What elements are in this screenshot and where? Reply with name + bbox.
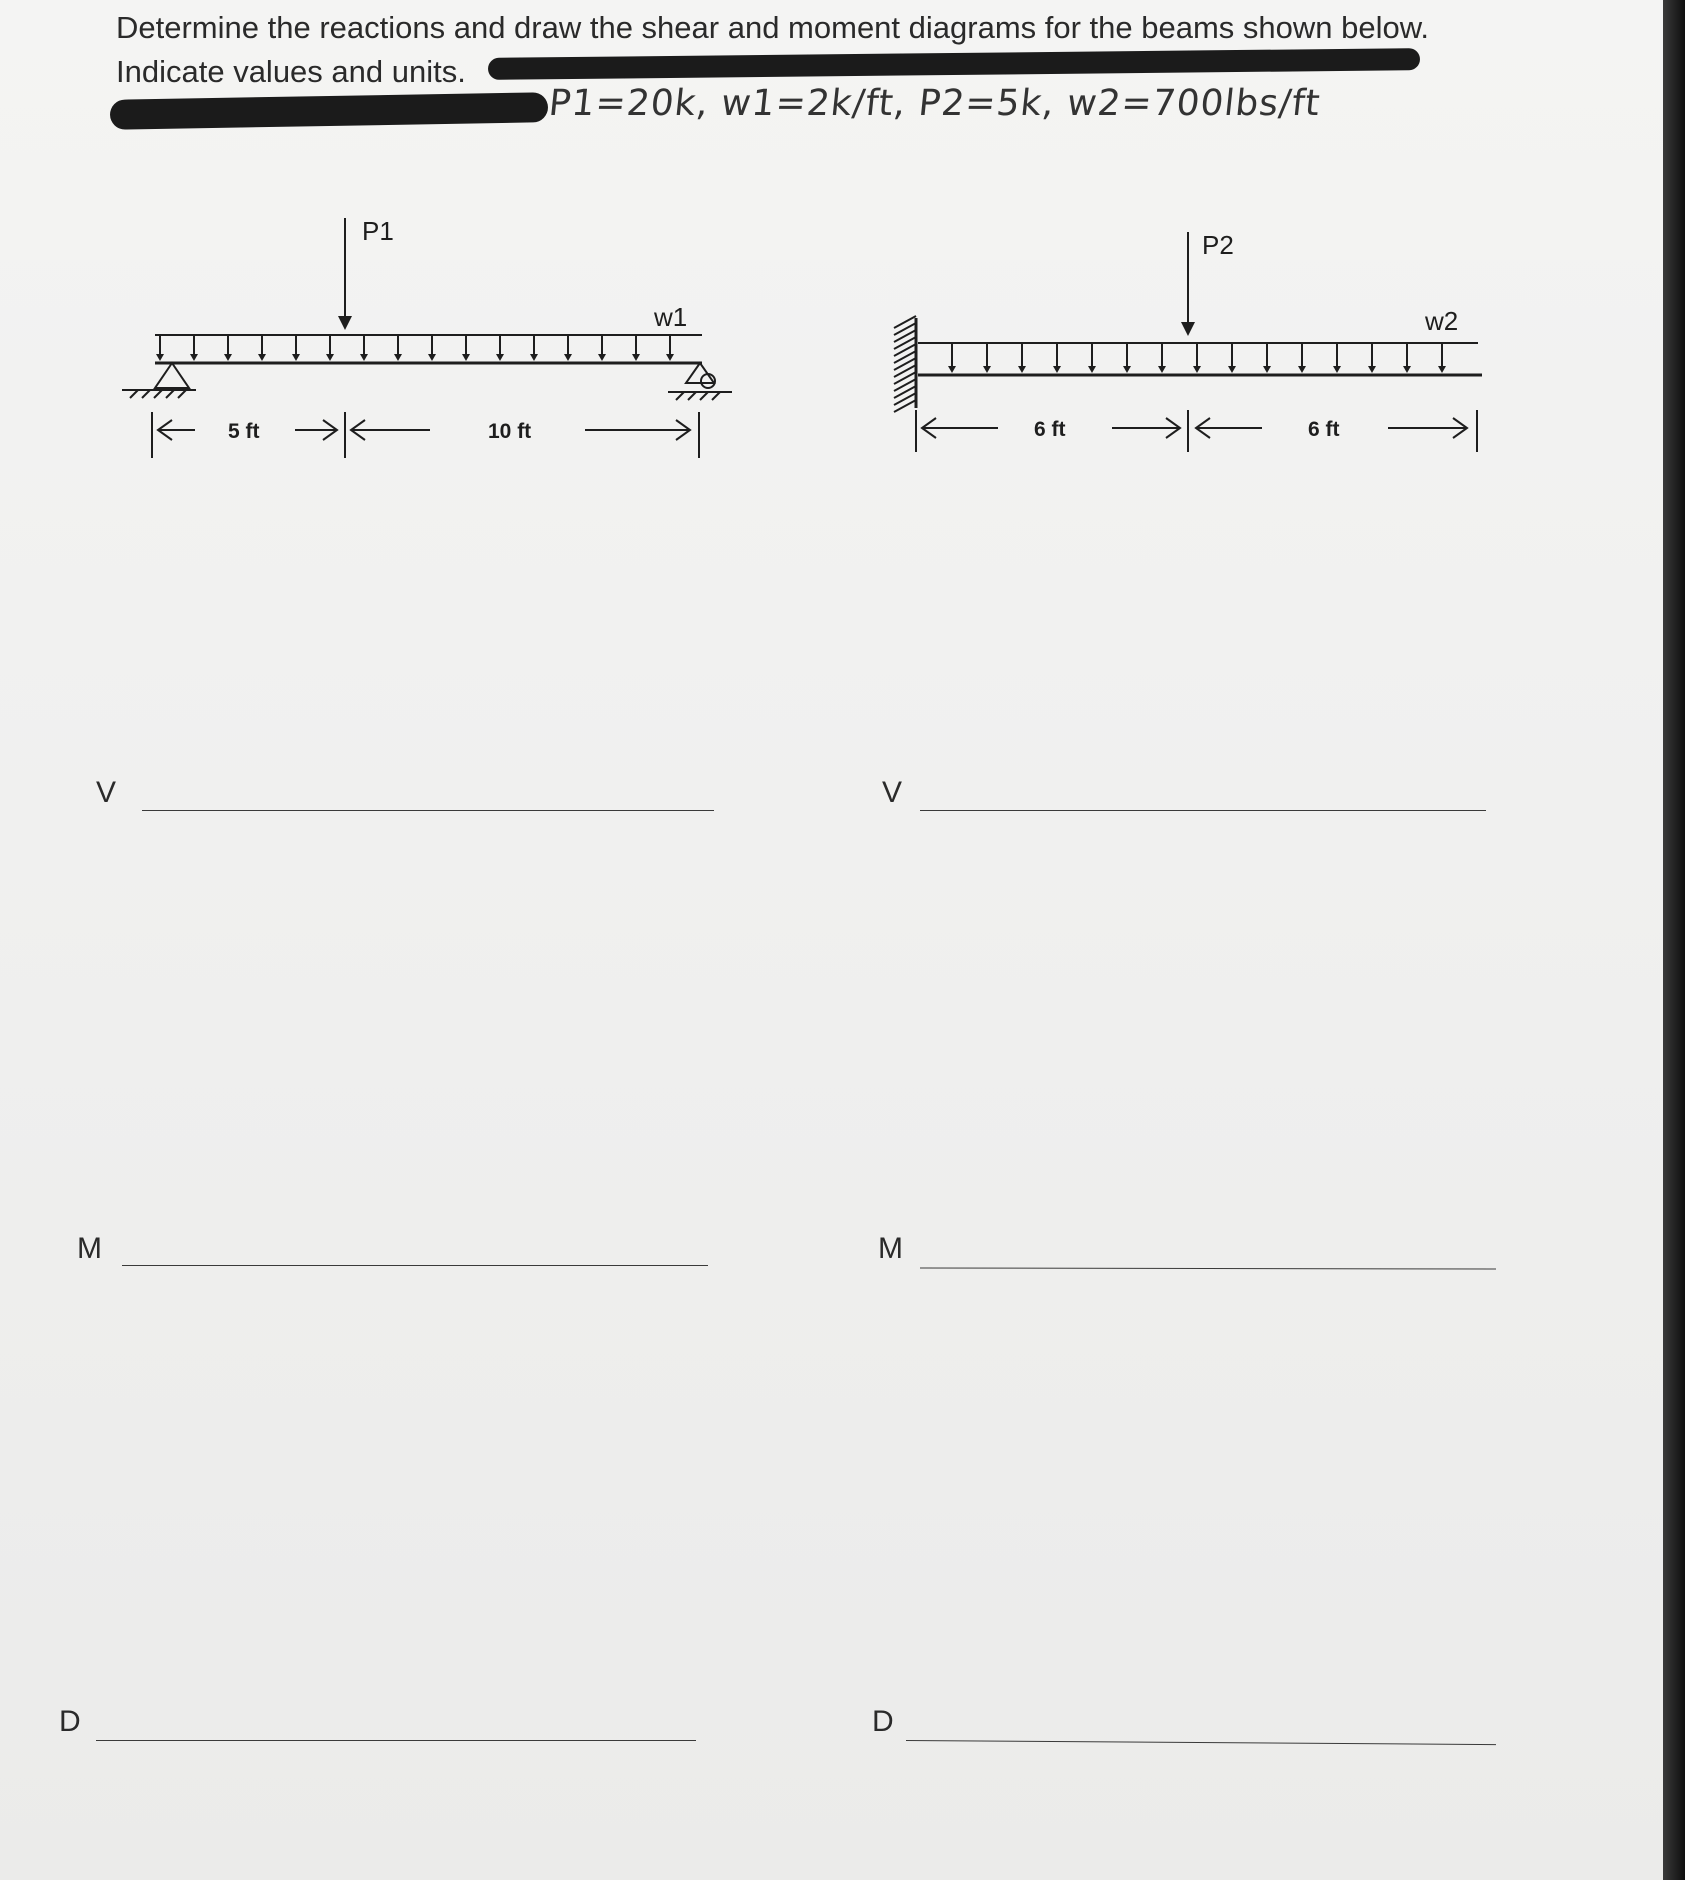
deflection-label-right: D xyxy=(872,1705,894,1738)
w1-arrow-head xyxy=(326,354,334,361)
w2-arrow-head xyxy=(1158,366,1166,373)
wall-hatch-line xyxy=(894,358,916,370)
w1-arrow-head xyxy=(156,354,164,361)
w1-arrow-head xyxy=(530,354,538,361)
wall-hatch-line xyxy=(894,316,916,328)
w2-arrow-head xyxy=(1018,366,1026,373)
w1-arrow-head xyxy=(598,354,606,361)
p2-arrowhead xyxy=(1181,322,1195,336)
w1-label: w1 xyxy=(654,302,688,332)
w2-arrow-head xyxy=(1368,366,1376,373)
w1-arrow-head xyxy=(292,354,300,361)
wall-hatch-line xyxy=(894,323,916,335)
span-6ft-left-label: 6 ft xyxy=(1034,418,1066,441)
w2-arrow-head xyxy=(1263,366,1271,373)
shear-label-right: V xyxy=(882,776,903,809)
w1-arrow-head xyxy=(496,354,504,361)
wall-hatch-line xyxy=(894,372,916,384)
w2-arrow-head xyxy=(1228,366,1236,373)
wall-hatch-line xyxy=(894,400,916,412)
moment-label-right: M xyxy=(878,1232,903,1265)
w1-arrow-head xyxy=(564,354,572,361)
instruction-line-1: Determine the reactions and draw the shear and moment diagrams for the beams shown below. xyxy=(116,10,1430,45)
p1-label: P1 xyxy=(362,216,394,246)
deflection-label-left: D xyxy=(59,1705,81,1738)
w1-arrow-head xyxy=(428,354,436,361)
w2-arrow-head xyxy=(1333,366,1341,373)
wall-hatch-line xyxy=(894,379,916,391)
wall-hatch-line xyxy=(894,386,916,398)
w2-arrow-head xyxy=(1403,366,1411,373)
moment-axis-right xyxy=(920,1267,1496,1269)
shear-axis-right xyxy=(920,810,1486,811)
w2-arrow-head xyxy=(948,366,956,373)
wall-hatch-line xyxy=(894,365,916,377)
wall-hatch-line xyxy=(894,393,916,405)
span-5ft-label: 5 ft xyxy=(228,420,260,443)
span-10ft-label: 10 ft xyxy=(488,420,532,443)
w1-arrow-head xyxy=(632,354,640,361)
p1-arrowhead xyxy=(338,316,352,330)
w2-arrow-head xyxy=(1123,366,1131,373)
deflection-axis-right xyxy=(906,1740,1496,1745)
wall-hatch-line xyxy=(894,337,916,349)
moment-label-left: M xyxy=(77,1232,102,1265)
beam-2-diagram xyxy=(880,215,1500,465)
fixed-wall-hatching xyxy=(894,316,916,412)
w1-arrow-head xyxy=(190,354,198,361)
redaction-scribble-bottom xyxy=(110,92,548,130)
w2-arrow-head xyxy=(1438,366,1446,373)
w2-arrow-head xyxy=(1053,366,1061,373)
wall-hatch-line xyxy=(894,330,916,342)
instruction-line-2: Indicate values and units. xyxy=(116,54,466,89)
deflection-axis-left xyxy=(96,1740,696,1741)
w2-load-arrows xyxy=(948,343,1446,373)
w2-arrow-head xyxy=(1088,366,1096,373)
span-6ft-right-label: 6 ft xyxy=(1308,418,1340,441)
wall-hatch-line xyxy=(894,344,916,356)
w2-label: w2 xyxy=(1425,306,1459,336)
w1-arrow-head xyxy=(258,354,266,361)
w2-arrow-head xyxy=(983,366,991,373)
w1-arrow-head xyxy=(666,354,674,361)
p2-label: P2 xyxy=(1202,230,1234,260)
w1-arrow-head xyxy=(360,354,368,361)
w1-arrow-head xyxy=(394,354,402,361)
pin-support-left xyxy=(122,363,196,398)
beam-1-diagram xyxy=(100,205,760,465)
w1-arrow-head xyxy=(462,354,470,361)
roller-support-right xyxy=(668,363,732,400)
w2-arrow-head xyxy=(1193,366,1201,373)
w1-arrow-head xyxy=(224,354,232,361)
w2-arrow-head xyxy=(1298,366,1306,373)
screen-bezel-edge xyxy=(1663,0,1685,1880)
moment-axis-left xyxy=(122,1265,708,1266)
shear-axis-left xyxy=(142,810,714,811)
shear-label-left: V xyxy=(96,776,117,809)
beam-2-dimensions xyxy=(916,410,1477,452)
handwritten-givens: P1=20k, w1=2k/ft, P2=5k, w2=700lbs/ft xyxy=(546,83,1323,124)
wall-hatch-line xyxy=(894,351,916,363)
w1-load-arrows xyxy=(156,335,674,361)
